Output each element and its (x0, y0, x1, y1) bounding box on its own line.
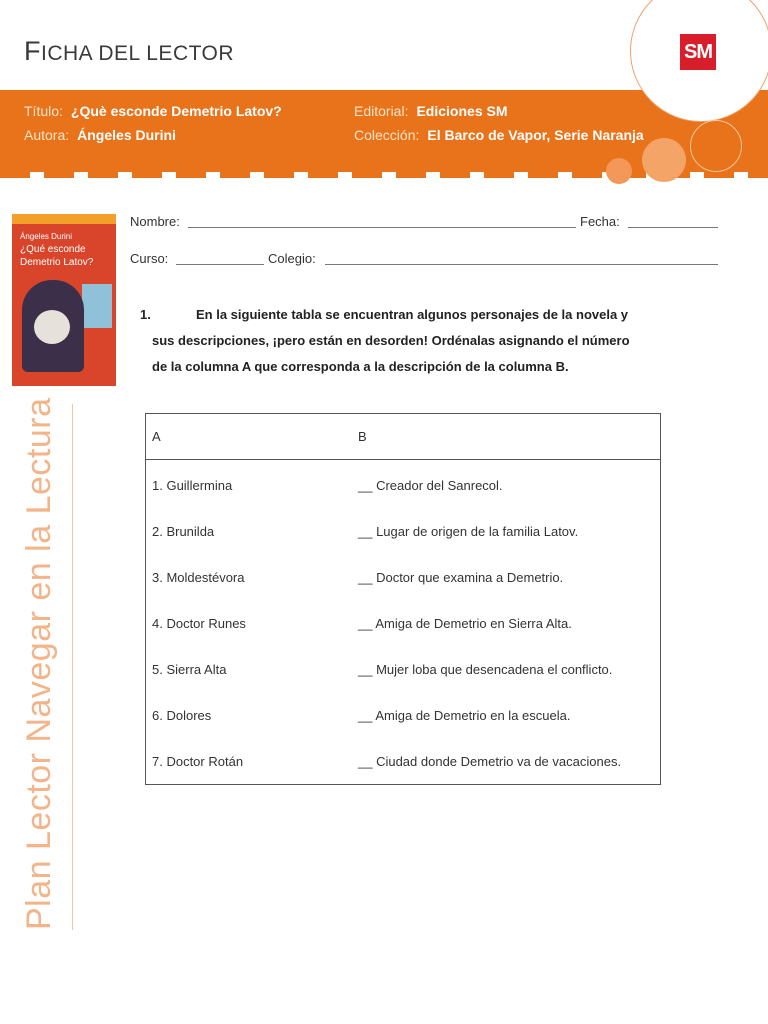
cell-b[interactable]: __ Amiga de Demetrio en la escuela. (358, 707, 571, 723)
cell-a: 1. Guillermina (152, 477, 233, 493)
editorial-row (354, 103, 508, 119)
question-line-3: de la columna A que corresponda a la descripción de la columna B. (152, 359, 569, 374)
cell-b[interactable]: __ Lugar de origen de la familia Latov. (358, 523, 579, 539)
cover-strip (12, 214, 116, 224)
cell-b[interactable]: __ Mujer loba que desencadena el conflicto. (358, 661, 613, 677)
coleccion-value: El Barco de Vapor, Serie Naranja (427, 127, 644, 143)
cell-a: 4. Doctor Runes (152, 615, 246, 631)
cell-a: 7. Doctor Rotán (152, 753, 244, 769)
titulo-value: ¿Què esconde Demetrio Latov? (70, 103, 282, 119)
table-row (146, 600, 661, 646)
colegio-label: Colegio: (268, 251, 316, 266)
title-initial: F (24, 36, 41, 66)
fecha-field[interactable] (628, 227, 718, 228)
cell-b[interactable]: __ Creador del Sanrecol. (358, 477, 503, 493)
editorial-value: Ediciones SM (416, 103, 508, 119)
sidebar-vertical-text: Plan Lector Navegar en la Lectura (20, 397, 58, 930)
table-row (146, 738, 661, 785)
cover-text (20, 230, 100, 269)
cell-b[interactable]: __ Ciudad donde Demetrio va de vacaciones. (358, 753, 622, 769)
colegio-field[interactable] (325, 264, 718, 265)
question-line-2: sus descripciones, ¡pero están en desorden! Ordénalas asignando el número (152, 333, 630, 348)
cover-face (34, 310, 70, 344)
coleccion-row (354, 127, 644, 143)
cell-b[interactable]: __ Doctor que examina a Demetrio. (358, 569, 564, 585)
decorative-dot (642, 138, 686, 182)
cell-a: 6. Dolores (152, 707, 212, 723)
cover-title: ¿Qué esconde Demetrio Latov? (20, 244, 94, 268)
table-row (146, 460, 661, 509)
table-row (146, 646, 661, 692)
decorative-ring (690, 120, 742, 172)
table-row (146, 554, 661, 600)
decorative-dot-small (606, 158, 632, 184)
curso-label: Curso: (130, 251, 169, 266)
titulo-label: Título: (24, 103, 63, 119)
matching-table (145, 413, 661, 785)
nombre-field[interactable] (188, 227, 576, 228)
sidebar-divider (72, 404, 73, 930)
column-a-header: A (146, 414, 353, 460)
cell-b[interactable]: __ Amiga de Demetrio en Sierra Alta. (358, 615, 572, 631)
nombre-label: Nombre: (130, 214, 180, 229)
cover-window (82, 284, 112, 328)
cell-a: 5. Sierra Alta (152, 661, 227, 677)
editorial-label: Editorial: (354, 103, 409, 119)
question-line-1: En la siguiente tabla se encuentran algunos personajes de la novela y (196, 307, 629, 322)
cell-a: 2. Brunilda (152, 523, 215, 539)
titulo-row (24, 103, 282, 119)
autora-label: Autora: (24, 127, 70, 143)
coleccion-label: Colección: (354, 127, 420, 143)
book-cover (12, 214, 116, 386)
cell-a: 3. Moldestévora (152, 569, 245, 585)
sm-logo: SM (680, 34, 716, 70)
fecha-label: Fecha: (580, 214, 620, 229)
column-b-header: B (352, 414, 661, 460)
table-row (146, 692, 661, 738)
title-rest: ICHA DEL LECTOR (41, 42, 235, 65)
curso-field[interactable] (176, 264, 264, 265)
question-1 (140, 302, 672, 380)
table-row (146, 508, 661, 554)
cover-author: Ángeles Durini (20, 232, 73, 241)
question-number: 1. (140, 307, 151, 322)
page-title (24, 36, 234, 67)
autora-row (24, 127, 176, 143)
autora-value: Ángeles Durini (77, 127, 176, 143)
